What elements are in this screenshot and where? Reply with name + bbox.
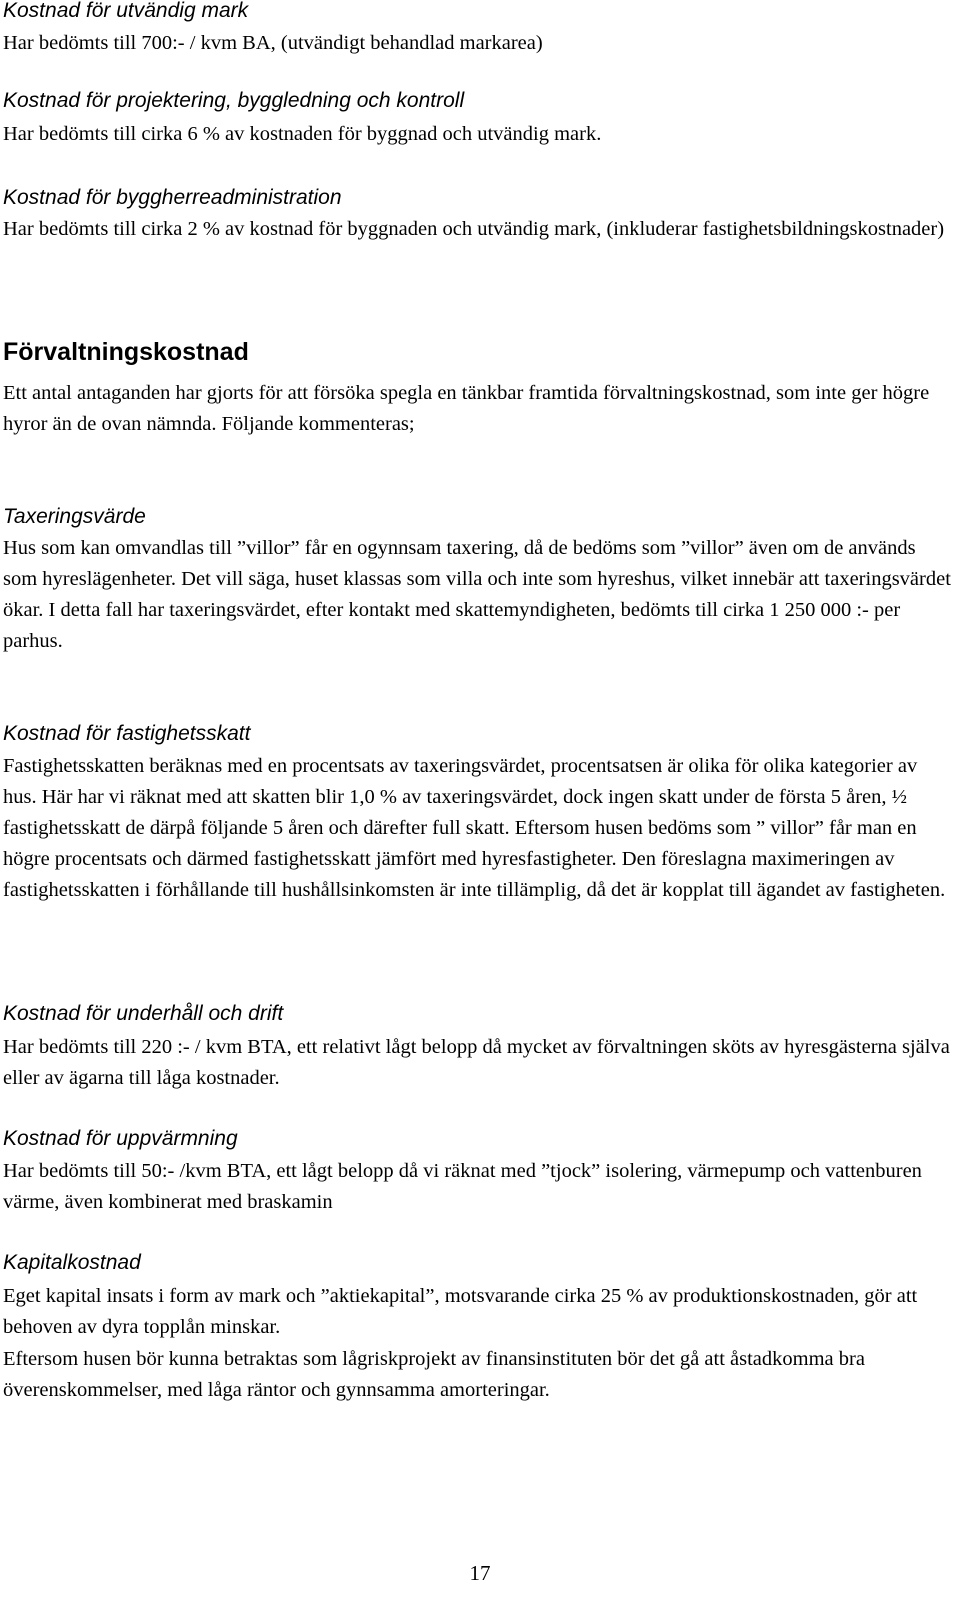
heading-byggherreadministration: Kostnad för byggherreadministration	[3, 186, 342, 209]
heading-taxeringsvarde: Taxeringsvärde	[3, 505, 146, 528]
paragraph-fastighetsskatt: Fastighetsskatten beräknas med en procentsats av taxeringsvärdet, procentsatsen är olika för olika kategorier av hus. Här har vi räknat med att skatten blir 1,0 % av taxeringsvärdet, dock ingen skatt under de första 5 åren, ½ fastighetsskatt de därpå följande 5 åren och därefter full skatt. Eftersom husen bedöms som ” villor” får man en högre procentsats och därmed fastighetsskatt jämfört med hyresfastigheter. Den föreslagna maximeringen av fastighetsskatten i förhållande till hushållsinkomsten är inte tillämplig, då det är kopplat till ägandet av fastigheten.	[3, 755, 946, 901]
paragraph-utvandig-mark: Har bedömts till 700:- / kvm BA, (utvändigt behandlad markarea)	[3, 32, 543, 54]
heading-utvandig-mark: Kostnad för utvändig mark	[3, 0, 249, 22]
page-number: 17	[469, 1561, 491, 1585]
paragraph-kapitalkostnad: Eget kapital insats i form av mark och ”aktiekapital”, motsvarande cirka 25 % av produktionskostnaden, gör att behoven av dyra topplån minskar.	[3, 1285, 918, 1338]
heading-projektering: Kostnad för projektering, byggledning och kontroll	[3, 89, 465, 112]
paragraph-kapitalkostnad-2: Eftersom husen bör kunna betraktas som lågriskprojekt av finansinstituten bör det gå att åstadkomma bra överenskommelser, med låga räntor och gynnsamma amorteringar.	[3, 1348, 865, 1401]
paragraph-underhall-drift: Har bedömts till 220 :- / kvm BTA, ett relativt lågt belopp då mycket av förvaltningen sköts av hyresgästerna själva eller av ägarna till låga kostnader.	[3, 1036, 950, 1089]
paragraph-byggherreadministration: Har bedömts till cirka 2 % av kostnad för byggnaden och utvändig mark, (inkluderar fastighetsbildningskostnader)	[3, 218, 945, 240]
heading-uppvarmning: Kostnad för uppvärmning	[3, 1127, 238, 1150]
paragraph-taxeringsvarde: Hus som kan omvandlas till ”villor” får en ogynnsam taxering, då de bedöms som ”villor” även om de används som hyreslägenheter. Det vill säga, huset klassas som villa och inte som hyreshus, vilket innebär att taxeringsvärdet ökar. I detta fall har taxeringsvärdet, efter kontakt med skattemyndigheten, bedömts till cirka 1 250 000 :- per parhus.	[3, 537, 951, 652]
heading-kapitalkostnad: Kapitalkostnad	[3, 1251, 141, 1274]
heading-underhall-drift: Kostnad för underhåll och drift	[3, 1002, 284, 1025]
paragraph-uppvarmning: Har bedömts till 50:- /kvm BTA, ett lågt belopp då vi räknat med ”tjock” isolering, värmepump och vattenburen värme, även kombinerat med braskamin	[3, 1160, 922, 1213]
heading-forvaltningskostnad: Förvaltningskostnad	[3, 338, 249, 366]
paragraph-forvaltningskostnad: Ett antal antaganden har gjorts för att försöka spegla en tänkbar framtida förvaltningskostnad, som inte ger högre hyror än de ovan nämnda. Följande kommenteras;	[3, 382, 930, 435]
heading-fastighetsskatt: Kostnad för fastighetsskatt	[3, 722, 251, 745]
paragraph-projektering: Har bedömts till cirka 6 % av kostnaden för byggnad och utvändig mark.	[3, 123, 602, 145]
